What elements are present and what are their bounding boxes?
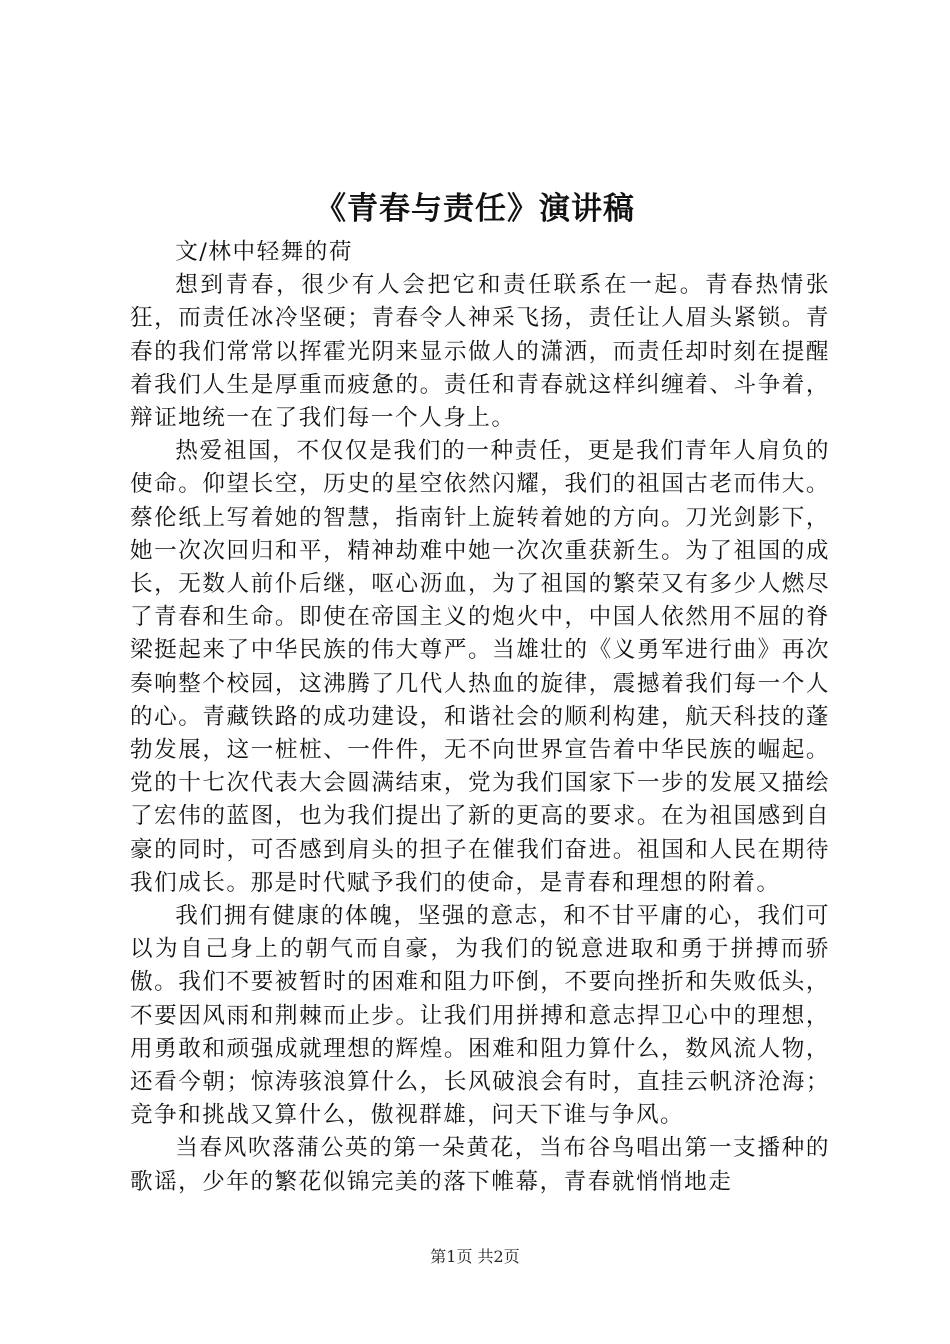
document-body (130, 236, 830, 1199)
paragraph-1: 想到青春，很少有人会把它和责任联系在一起。青春热情张狂，而责任冰冷坚硬；青春令人神采飞扬，责任让人眉头紧锁。青春的我们常常以挥霍光阴来显示做人的潇洒，而责任却时刻在提醒着我们人生是厚重而疲惫的。责任和青春就这样纠缠着、斗争着，辩证地统一在了我们每一个人身上。 (130, 272, 830, 432)
paragraph-3: 我们拥有健康的体魄，坚强的意志，和不甘平庸的心，我们可以为自己身上的朝气而自豪，为我们的锐意进取和勇于拼搏而骄傲。我们不要被暂时的困难和阻力吓倒，不要向挫折和失败低头，不要因风雨和荆棘而止步。让我们用拼搏和意志捍卫心中的理想，用勇敢和顽强成就理想的辉煌。困难和阻力算什么，数风流人物，还看今朝；惊涛骇浪算什么，长风破浪会有时，直挂云帆济沧海；竞争和挑战又算什么，傲视群雄，问天下谁与争风。 (130, 903, 830, 1129)
author-line: 文/林中轻舞的荷 (175, 239, 353, 265)
paragraph-4: 当春风吹落蒲公英的第一朵黄花，当布谷鸟唱出第一支播种的歌谣，少年的繁花似锦完美的落下帷幕，青春就悄悄地走 (130, 1135, 830, 1195)
page-number-footer: 第1页 共2页 (430, 1247, 520, 1266)
paragraph-2: 热爱祖国，不仅仅是我们的一种责任，更是我们青年人肩负的使命。仰望长空，历史的星空依然闪耀，我们的祖国古老而伟大。蔡伦纸上写着她的智慧，指南针上旋转着她的方向。刀光剑影下，她一次次回归和平，精神劫难中她一次次重获新生。为了祖国的成长，无数人前仆后继，呕心沥血，为了祖国的繁荣又有多少人燃尽了青春和生命。即使在帝国主义的炮火中，中国人依然用不屈的脊梁挺起来了中华民族的伟大尊严。当雄壮的《义勇军进行曲》再次奏响整个校园，这沸腾了几代人热血的旋律，震撼着我们每一个人的心。青藏铁路的成功建设，和谐社会的顺利构建，航天科技的蓬勃发展，这一桩桩、一件件，无不向世界宣告着中华民族的崛起。党的十七次代表大会圆满结束，党为我们国家下一步的发展又描绘了宏伟的蓝图，也为我们提出了新的更高的要求。在为祖国感到自豪的同时，可否感到肩头的担子在催我们奋进。祖国和人民在期待我们成长。那是时代赋予我们的使命，是青春和理想的附着。 (130, 438, 830, 896)
document-title: 《青春与责任》演讲稿 (315, 191, 635, 227)
